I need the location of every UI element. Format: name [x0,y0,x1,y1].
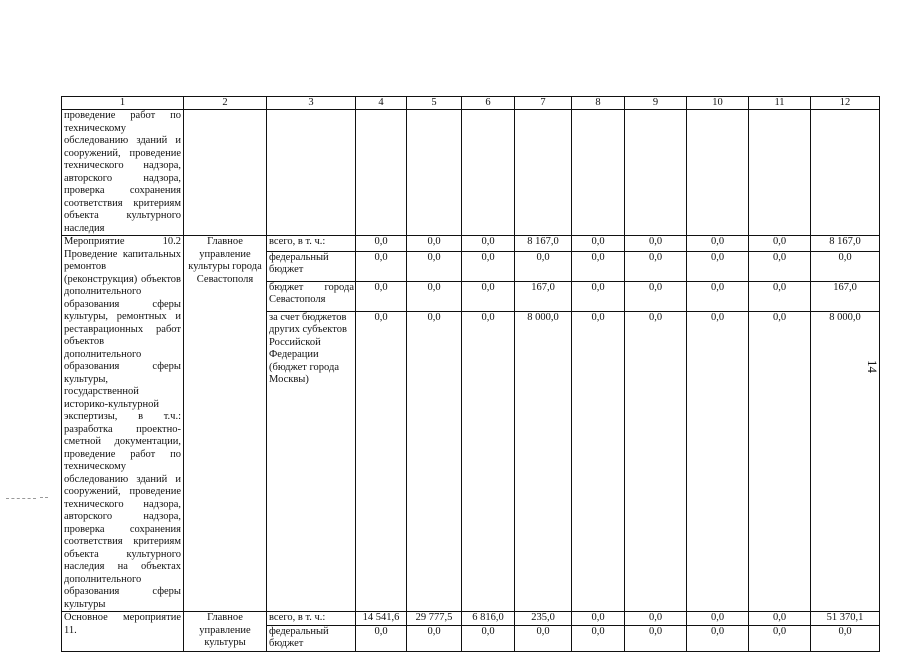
value-cell: 0,0 [687,625,749,651]
value-cell: 0,0 [407,311,462,611]
scan-margin-mark [40,497,48,498]
value-cell: 0,0 [515,251,572,281]
value-cell: 0,0 [625,612,687,626]
header-cell: 4 [356,97,407,110]
value-cell: 0,0 [687,236,749,252]
value-cell [515,110,572,236]
value-cell: 0,0 [625,625,687,651]
value-cell: 6 816,0 [462,612,515,626]
header-cell: 7 [515,97,572,110]
value-cell: 0,0 [462,625,515,651]
value-cell: 0,0 [407,251,462,281]
scan-margin-mark [6,498,36,499]
value-cell: 0,0 [687,311,749,611]
header-cell: 3 [267,97,356,110]
value-cell: 0,0 [356,251,407,281]
value-cell: 167,0 [515,281,572,311]
value-cell: 51 370,1 [811,612,880,626]
executor-cell: Главное управление культуры [184,612,267,652]
measure-description-cell: проведение работ по техническому обследованию зданий и сооружений, проведение технического надзора, авторского надзора, проверка сохранения соответствия критериям объекта культурного наследия [62,110,184,236]
value-cell: 0,0 [625,311,687,611]
value-cell: 0,0 [462,236,515,252]
value-cell: 0,0 [687,612,749,626]
table-row [62,236,880,252]
value-cell [407,110,462,236]
value-cell: 8 000,0 [811,311,880,611]
source-cell: бюджет города Севастополя [267,281,356,311]
value-cell: 0,0 [811,251,880,281]
source-cell: всего, в т. ч.: [267,236,356,252]
value-cell: 0,0 [749,612,811,626]
header-cell: 6 [462,97,515,110]
value-cell: 0,0 [572,612,625,626]
value-cell: 0,0 [749,311,811,611]
value-cell: 0,0 [356,236,407,252]
value-cell [811,110,880,236]
header-cell: 5 [407,97,462,110]
value-cell: 0,0 [572,251,625,281]
value-cell [572,110,625,236]
header-cell: 11 [749,97,811,110]
header-cell: 9 [625,97,687,110]
measure-title-cell: Основное мероприятие 11. [62,612,184,652]
value-cell: 0,0 [625,281,687,311]
value-cell: 0,0 [749,236,811,252]
value-cell: 235,0 [515,612,572,626]
value-cell: 0,0 [572,311,625,611]
value-cell: 0,0 [687,281,749,311]
header-cell: 1 [62,97,184,110]
value-cell: 0,0 [811,625,880,651]
value-cell: 0,0 [625,251,687,281]
value-cell: 0,0 [462,311,515,611]
value-cell: 0,0 [572,281,625,311]
value-cell: 0,0 [407,236,462,252]
source-cell: федеральный бюджет [267,625,356,651]
header-row [62,97,880,110]
value-cell [462,110,515,236]
value-cell: 167,0 [811,281,880,311]
header-cell: 12 [811,97,880,110]
value-cell [356,110,407,236]
source-cell: всего, в т. ч.: [267,612,356,626]
header-cell: 10 [687,97,749,110]
page-number: 14 [865,360,880,373]
value-cell [625,110,687,236]
value-cell: 0,0 [749,251,811,281]
table-row-continuation [62,110,880,236]
value-cell: 0,0 [462,251,515,281]
executor-cell: Главное управление культуры города Севастополя [184,236,267,612]
executor-cell [184,110,267,236]
header-cell: 2 [184,97,267,110]
value-cell: 0,0 [356,625,407,651]
value-cell: 0,0 [625,236,687,252]
value-cell: 0,0 [687,251,749,281]
header-cell: 8 [572,97,625,110]
value-cell: 0,0 [572,625,625,651]
value-cell: 0,0 [356,281,407,311]
value-cell: 0,0 [356,311,407,611]
value-cell [687,110,749,236]
value-cell: 14 541,6 [356,612,407,626]
value-cell: 0,0 [749,281,811,311]
table-row [62,612,880,626]
value-cell [749,110,811,236]
value-cell: 0,0 [515,625,572,651]
source-cell: федеральный бюджет [267,251,356,281]
source-cell [267,110,356,236]
value-cell: 0,0 [749,625,811,651]
value-cell: 29 777,5 [407,612,462,626]
value-cell: 8 000,0 [515,311,572,611]
value-cell: 0,0 [462,281,515,311]
value-cell: 0,0 [407,281,462,311]
budget-table [61,96,880,652]
value-cell: 8 167,0 [515,236,572,252]
value-cell: 0,0 [407,625,462,651]
value-cell: 8 167,0 [811,236,880,252]
measure-title-cell: Мероприятие 10.2 Проведение капитальных ремонтов (реконструкция) объектов дополнительного образования сферы культуры, ремонтных и реставрационных работ объектов дополнительного образования сферы культуры, государственной историко-культурной экспертизы, в т.ч.: разработка проектно-сметной документации, проведение работ по техническому обследованию зданий и сооружений, проведение технического надзора, авторского надзора, проверка сохранения соответствия критериям объекта культурного наследия на объектах дополнительного образования сферы культуры [62,236,184,612]
source-cell: за счет бюджетов других субъектов Российской Федерации (бюджет города Москвы) [267,311,356,611]
value-cell: 0,0 [572,236,625,252]
